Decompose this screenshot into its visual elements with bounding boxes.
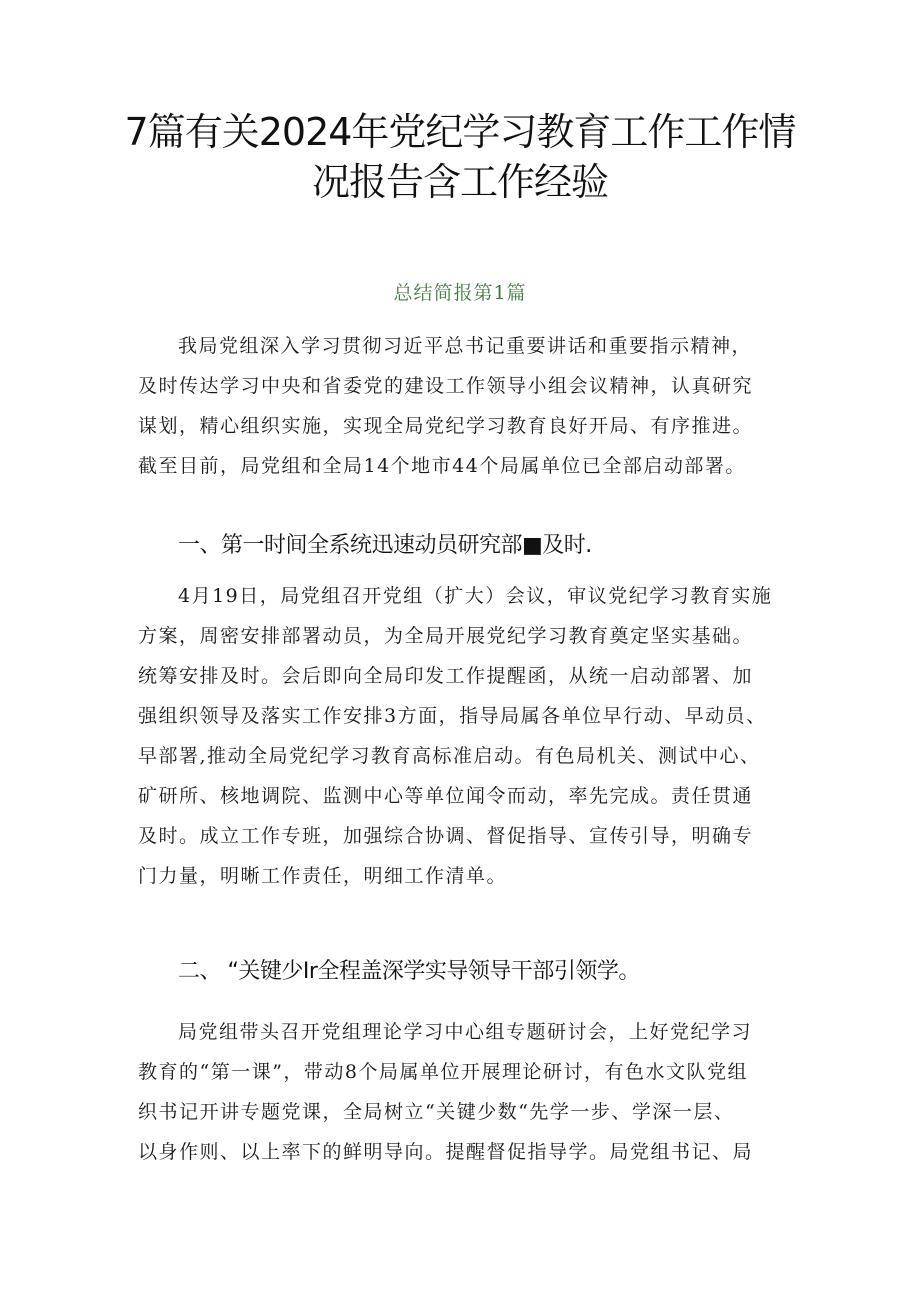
paragraph-section-1	[138, 576, 798, 896]
section-heading-2: 二、 “关键少Ir全程盖深学实导领导干部引领学。	[178, 959, 640, 984]
paragraph-line: 门力量，明晰工作责任，明细工作清单。	[138, 865, 508, 887]
paragraph-line: 以身作则、以上率下的鲜明导向。提醒督促指导学。局党组书记、局	[138, 1141, 754, 1163]
paragraph-line: 方案，周密安排部署动员，为全局开展党纪学习教育奠定坚实基础。	[138, 625, 754, 647]
paragraph-line: 强组织领导及落实工作安排3方面，指导局属各单位早行动、早动员、	[138, 705, 767, 727]
section-heading-1: 一、第一时间全系统迅速动员研究部■及时.	[178, 533, 592, 558]
paragraph-line: 织书记开讲专题党课，全局树立“关键少数“先学一步、学深一层、	[138, 1101, 735, 1123]
paragraph-line: 矿研所、核地调院、监测中心等单位闻令而动，率先完成。责任贯通	[138, 785, 754, 807]
paragraph-line: 我局党组深入学习贯彻习近平总书记重要讲话和重要指示精神，	[178, 335, 753, 357]
paragraph-line: 局党组带头召开党组理论学习中心组专题研讨会，上好党纪学习	[178, 1021, 753, 1043]
paragraph-line: 4月19日，局党组召开党组（扩大）会议，审议党纪学习教育实施	[178, 585, 773, 607]
paragraph-line: 谋划，精心组织实施，实现全局党纪学习教育良好开局、有序推进。	[138, 415, 754, 437]
paragraph-intro	[138, 326, 798, 486]
paragraph-line: 统筹安排及时。会后即向全局印发工作提醒函，从统一启动部署、加	[138, 665, 754, 687]
paragraph-line: 及时传达学习中央和省委党的建设工作领导小组会议精神，认真研究	[138, 375, 754, 397]
paragraph-section-2	[138, 1012, 798, 1172]
paragraph-line: 截至目前，局党组和全局14个地市44个局属单位已全部启动部署。	[138, 455, 746, 477]
document-subtitle: 总结简报第1篇	[393, 282, 527, 304]
paragraph-line: 早部署,推动全局党纪学习教育高标准启动。有色局机关、测试中心、	[138, 745, 761, 767]
document-title-line-1: 7篇有关2024年党纪学习教育工作工作情	[124, 110, 796, 154]
paragraph-line: 教育的“第一课”，带动8个局属单位开展理论研讨，有色水文队党组	[138, 1061, 749, 1083]
paragraph-line: 及时。成立工作专班，加强综合协调、督促指导、宣传引导，明确专	[138, 825, 754, 847]
document-title-line-2: 况报告含工作经验	[311, 160, 608, 204]
